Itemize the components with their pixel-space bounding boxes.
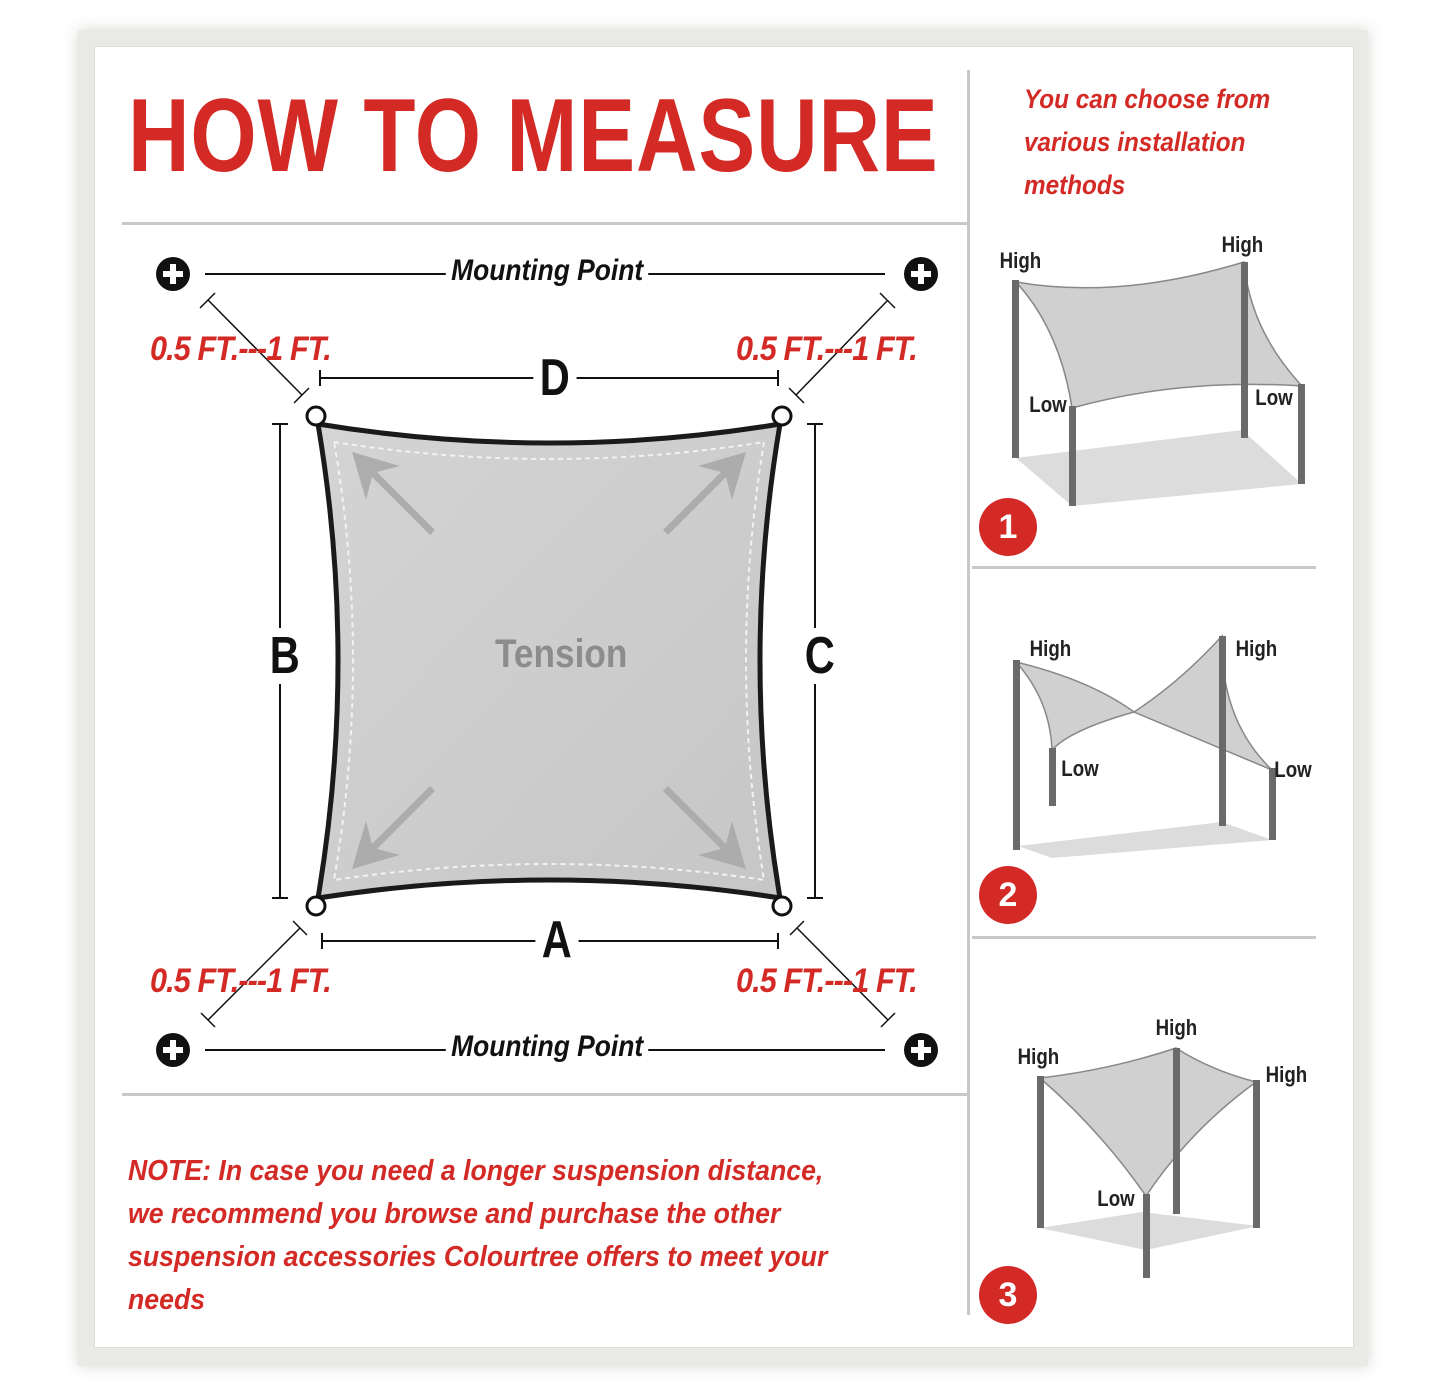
plus-circle-icon: [904, 257, 938, 291]
method-3-illustration: [1037, 1048, 1260, 1278]
method-1-label-high-right: High: [1221, 232, 1264, 257]
method-2-label-high-right: High: [1235, 636, 1278, 661]
method-2-illustration: [1013, 636, 1276, 858]
installation-methods-heading: You can choose from various installation methods: [1024, 84, 1271, 200]
dimension-c-label: C: [798, 628, 841, 684]
page-title: HOW TO MEASURE: [128, 78, 939, 194]
plus-circle-icon: [904, 1033, 938, 1067]
distance-label-bottom-left: 0.5 FT.---1 FT.: [150, 962, 331, 1000]
distance-label-top-left: 0.5 FT.---1 FT.: [150, 330, 331, 368]
distance-label-top-right: 0.5 FT.---1 FT.: [736, 330, 917, 368]
top-mounting-point-label: Mounting Point: [446, 254, 649, 288]
method-3-label-low: Low: [1097, 1186, 1135, 1211]
method-1-label-low-left: Low: [1029, 392, 1067, 417]
method-1-label-low-right: Low: [1255, 385, 1293, 410]
tension-label: Tension: [495, 632, 628, 676]
method-1-illustration: [1012, 262, 1305, 506]
bottom-mounting-point-label: Mounting Point: [446, 1030, 649, 1064]
distance-label-bottom-right: 0.5 FT.---1 FT.: [736, 962, 917, 1000]
suspension-note: NOTE: In case you need a longer suspension distance, we recommend you browse and purchase the other suspension accessories Colourtree offers to meet your needs: [128, 1155, 828, 1316]
plus-circle-icon: [156, 257, 190, 291]
dimension-d-label: D: [533, 350, 576, 406]
method-1-label-high-left: High: [999, 248, 1042, 273]
method-3-label-high-right: High: [1265, 1062, 1308, 1087]
dimension-a-label: A: [535, 912, 578, 968]
method-2-label-low-right: Low: [1274, 757, 1312, 782]
method-3-label-high-center: High: [1155, 1015, 1198, 1040]
method-2-label-high-left: High: [1029, 636, 1072, 661]
dimension-b-label: B: [263, 628, 306, 684]
method-1-number-badge: 1: [979, 498, 1037, 556]
plus-circle-icon: [156, 1033, 190, 1067]
method-3-label-high-left: High: [1017, 1044, 1060, 1069]
method-2-label-low-left: Low: [1061, 756, 1099, 781]
method-2-number-badge: 2: [979, 866, 1037, 924]
method-3-number-badge: 3: [979, 1266, 1037, 1324]
